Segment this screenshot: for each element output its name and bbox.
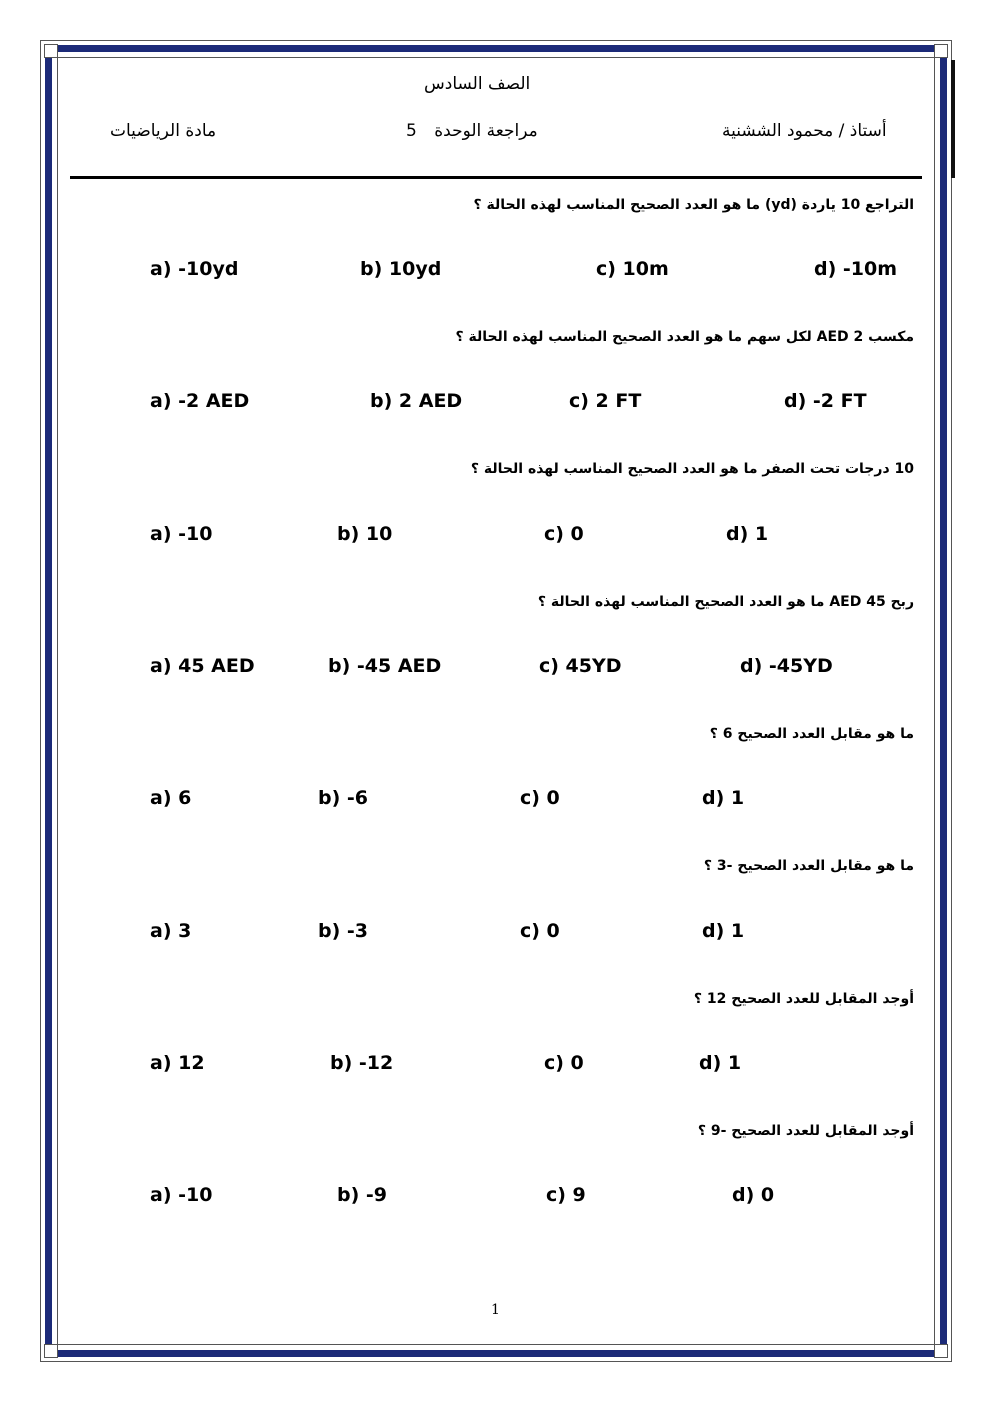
q5-option-c: c) 0 [520, 787, 560, 809]
q6-option-c: c) 0 [520, 920, 560, 942]
q1-option-d: d) -10m [814, 258, 898, 280]
question-3: 10 درجات تحت الصفر ما هو العدد الصحيح المناسب لهذه الحالة ؟ [470, 461, 914, 477]
q4-option-c: c) 45YD [539, 655, 622, 677]
border-corner-bottom-left [44, 1344, 58, 1358]
unit-review-number: 5 [406, 121, 417, 141]
border-corner-top-right [934, 44, 948, 58]
question-2: مكسب AED 2 لكل سهم ما هو العدد الصحيح المناسب لهذه الحالة ؟ [455, 329, 914, 345]
unit-review [406, 121, 538, 141]
q8-option-b: b) -9 [337, 1184, 388, 1206]
q4-option-b: b) -45 AED [328, 655, 442, 677]
q7-option-d: d) 1 [699, 1052, 742, 1074]
page-border-inner [57, 57, 935, 1345]
q5-option-d: d) 1 [702, 787, 745, 809]
question-5: ما هو مقابل العدد الصحيح 6 ؟ [709, 726, 914, 742]
q2-option-d: d) -2 FT [784, 390, 867, 412]
q7-option-b: b) -12 [330, 1052, 394, 1074]
border-corner-bottom-right [934, 1344, 948, 1358]
q7-option-a: a) 12 [150, 1052, 205, 1074]
q8-option-a: a) -10 [150, 1184, 213, 1206]
q1-option-b: b) 10yd [360, 258, 442, 280]
q6-option-d: d) 1 [702, 920, 745, 942]
q3-option-b: b) 10 [337, 523, 393, 545]
q6-option-a: a) 3 [150, 920, 192, 942]
question-8: أوجد المقابل للعدد الصحيح -9 ؟ [697, 1123, 914, 1139]
question-7: أوجد المقابل للعدد الصحيح 12 ؟ [693, 991, 914, 1007]
q5-option-b: b) -6 [318, 787, 369, 809]
grade-title: الصف السادس [424, 74, 531, 94]
q3-option-d: d) 1 [726, 523, 769, 545]
q2-option-b: b) 2 AED [370, 390, 463, 412]
q4-option-a: a) 45 AED [150, 655, 255, 677]
q3-option-a: a) -10 [150, 523, 213, 545]
q4-option-d: d) -45YD [740, 655, 833, 677]
q2-option-c: c) 2 FT [569, 390, 642, 412]
question-6: ما هو مقابل العدد الصحيح -3 ؟ [703, 858, 914, 874]
q8-option-d: d) 0 [732, 1184, 775, 1206]
q5-option-a: a) 6 [150, 787, 192, 809]
q1-option-a: a) -10yd [150, 258, 239, 280]
side-mark [951, 60, 955, 178]
page-number: 1 [491, 1302, 500, 1318]
teacher-name: أستاذ / محمود الششنية [722, 121, 887, 141]
header-divider [70, 176, 922, 179]
unit-review-label: مراجعة الوحدة [434, 121, 538, 141]
border-corner-top-left [44, 44, 58, 58]
q1-option-c: c) 10m [596, 258, 669, 280]
subject-name: مادة الرياضيات [110, 121, 217, 141]
q8-option-c: c) 9 [546, 1184, 586, 1206]
q6-option-b: b) -3 [318, 920, 369, 942]
q2-option-a: a) -2 AED [150, 390, 250, 412]
question-4: ربح AED 45 ما هو العدد الصحيح المناسب لهذه الحالة ؟ [537, 594, 914, 610]
q3-option-c: c) 0 [544, 523, 584, 545]
q7-option-c: c) 0 [544, 1052, 584, 1074]
question-1: التراجع 10 ياردة (yd) ما هو العدد الصحيح المناسب لهذه الحالة ؟ [473, 197, 914, 213]
